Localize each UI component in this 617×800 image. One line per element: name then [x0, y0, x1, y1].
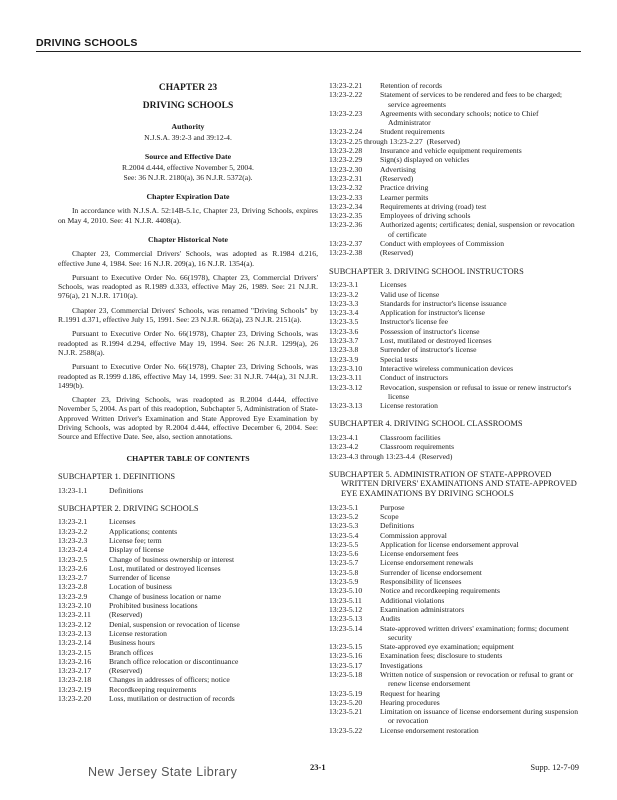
toc-entry: [58, 638, 318, 647]
section-number: 13:23-2.4: [58, 545, 88, 555]
section-title: Change of business ownership or interest: [109, 554, 235, 564]
section-number: 13:23-2.13: [58, 628, 92, 638]
section-number: 13:23-5.2: [329, 511, 359, 521]
history-heading: Chapter Historical Note: [148, 234, 228, 244]
history-paragraph: Chapter 23, Commercial Drivers' Schools, was renamed "Driving Schools" by R.1991 d.371, effective July 15, 1991. See: 23 N.J.R. 662(a), 23 N.J.R. 2151(a).: [58, 305, 318, 325]
toc-entry: [58, 573, 318, 582]
toc-entry: [329, 726, 581, 735]
section-title: (Reserved): [426, 136, 460, 146]
section-title: Additional violations: [380, 595, 445, 605]
toc-entry: [329, 651, 581, 660]
toc-entry: [329, 355, 581, 364]
toc-entry: [329, 707, 581, 726]
section-title: Special tests: [380, 354, 418, 364]
history-notes: [58, 249, 318, 441]
toc-heading: CHAPTER TABLE OF CONTENTS: [126, 453, 250, 463]
section-number: 13:23-5.7: [329, 558, 359, 568]
subchapter-sections: [329, 433, 581, 461]
toc-entry: [58, 601, 318, 610]
section-number: 13:23-2.12: [58, 619, 92, 629]
toc-entry: [329, 220, 581, 239]
section-number: 13:23-2.34: [329, 201, 363, 211]
section-title: Employees of driving schools: [380, 211, 471, 221]
section-title: Surrender of instructor's license: [380, 345, 477, 355]
section-number: 13:23-2.9: [58, 591, 88, 601]
toc-entry: [329, 336, 581, 345]
toc-entry: [58, 610, 318, 619]
section-title: Authorized agents; certificates; denial, suspension or revocation of certificate: [380, 220, 575, 239]
section-number: 13:23-2.29: [329, 155, 363, 165]
section-title: Lost, mutilated or destroyed licenses: [380, 336, 492, 346]
toc-entry: [329, 174, 581, 183]
section-title: Purpose: [380, 502, 405, 512]
section-number: 13:23-5.16: [329, 651, 363, 661]
toc-entry: [329, 137, 581, 146]
section-number: 13:23-3.12: [329, 382, 363, 392]
toc-entry: [58, 564, 318, 573]
toc-entry: [58, 675, 318, 684]
chapter-number: CHAPTER 23: [158, 83, 218, 93]
toc-entry: [329, 596, 581, 605]
section-title: Revocation, suspension or refusal to issue or renew instructor's license: [380, 382, 572, 401]
section-number: 13:23-2.24: [329, 127, 363, 137]
section-number: 13:23-2.1: [58, 517, 88, 527]
section-title: Responsibility of licensees: [380, 577, 462, 587]
section-number: 13:23-5.20: [329, 697, 363, 707]
toc-entry: [329, 373, 581, 382]
toc-entry: [329, 165, 581, 174]
section-number: 13:23-4.2: [329, 442, 359, 452]
history-paragraph: Pursuant to Executive Order No. 66(1978), Chapter 23, Driving Schools, was readopted as R.1999 d.186, effective May 14, 1999. See: 31 N.J.R. 744(a), 31 N.J.R. 1499(b).: [58, 362, 318, 390]
toc-entry: [329, 521, 581, 530]
section-number: 13:23-5.17: [329, 660, 363, 670]
section-title: Examination administrators: [380, 604, 465, 614]
section-number: 13:23-4.3 through 13:23-4.4: [329, 451, 416, 461]
section-number: 13:23-2.8: [58, 582, 88, 592]
toc-entry: [329, 512, 581, 521]
section-title: Location of business: [109, 582, 172, 592]
section-number: 13:23-5.8: [329, 567, 359, 577]
toc-entry: [329, 568, 581, 577]
section-title: Hearing procedures: [380, 697, 440, 707]
section-title: (Reserved): [419, 451, 453, 461]
section-title: Scope: [380, 511, 399, 521]
toc-entry: [329, 239, 581, 248]
section-number: 13:23-5.5: [329, 539, 359, 549]
toc-entry: [329, 689, 581, 698]
section-title: Application for license endorsement approval: [380, 539, 519, 549]
toc-entry: [58, 527, 318, 536]
supplement-date: Supp. 12-7-09: [530, 762, 579, 772]
section-title: Limitation on issuance of license endorsement during suspension or revocation: [380, 707, 579, 726]
toc-entry: [58, 536, 318, 545]
toc-entry: [329, 327, 581, 336]
left-column: [58, 78, 318, 703]
section-title: Sign(s) displayed on vehicles: [380, 155, 470, 165]
toc-entry: [329, 503, 581, 512]
toc-entry: [329, 540, 581, 549]
page-number: 23-1: [310, 762, 326, 772]
section-title: Display of license: [109, 545, 164, 555]
toc-entry: [329, 452, 581, 461]
toc-entry: [329, 670, 581, 689]
section-title: Change of business location or name: [109, 591, 221, 601]
section-title: Investigations: [380, 660, 423, 670]
toc-entry: [329, 90, 581, 109]
section-number: 13:23-2.11: [58, 610, 91, 620]
section-number: 13:23-2.21: [329, 81, 363, 90]
section-number: 13:23-5.19: [329, 688, 363, 698]
section-title: Branch offices: [109, 647, 154, 657]
section-title: License endorsement fees: [380, 549, 459, 559]
toc-entry: [329, 317, 581, 326]
section-number: 13:23-2.16: [58, 656, 92, 666]
section-number: 13:23-5.10: [329, 586, 363, 596]
section-number: 13:23-3.1: [329, 280, 359, 290]
source-line: See: 36 N.J.R. 2180(a), 36 N.J.R. 5372(a).: [123, 172, 253, 182]
section-title: Surrender of license: [109, 573, 171, 583]
subchapter-heading: SUBCHAPTER 3. DRIVING SCHOOL INSTRUCTORS: [329, 266, 524, 276]
section-number: 13:23-3.11: [329, 373, 362, 383]
toc-entry: [329, 109, 581, 128]
section-number: 13:23-2.6: [58, 563, 88, 573]
section-number: 13:23-1.1: [58, 485, 88, 495]
section-number: 13:23-2.33: [329, 192, 363, 202]
toc-entry: [58, 517, 318, 526]
section-number: 13:23-2.14: [58, 638, 92, 648]
section-title: Recordkeeping requirements: [109, 684, 197, 694]
toc-entry: [329, 193, 581, 202]
section-title: Conduct with employees of Commission: [380, 239, 505, 249]
history-paragraph: Chapter 23, Driving Schools, was readopted as R.2004 d.444, effective November 5, 2004. As part of this readoption, Subchapter 5, Administration of State-Approved Written Driver's Examination and State Approved Eye Examination by Driving Schools, was adopted by R.2004 d.444, effective December 6, 2004. See: Source and Effective Date. See, also, section annotations.: [58, 395, 318, 442]
toc-entry: [329, 642, 581, 651]
section-title: Learner permits: [380, 192, 429, 202]
subchapter-heading: SUBCHAPTER 2. DRIVING SCHOOLS: [58, 503, 199, 513]
section-number: 13:23-3.13: [329, 401, 363, 411]
toc-right: [329, 267, 581, 735]
section-title: Business hours: [109, 638, 155, 648]
section-title: Agreements with secondary schools; notice to Chief Administrator: [380, 108, 539, 128]
toc-entry: [58, 657, 318, 666]
section-title: Classroom facilities: [380, 432, 441, 442]
section-number: 13:23-3.6: [329, 326, 359, 336]
section-number: 13:23-3.7: [329, 336, 359, 346]
toc-entry: [58, 582, 318, 591]
toc-entry: [329, 605, 581, 614]
section-number: 13:23-3.9: [329, 354, 359, 364]
toc-entry: [329, 614, 581, 623]
section-title: Possession of instructor's license: [380, 326, 480, 336]
subchapter-heading: SUBCHAPTER 1. DEFINITIONS: [58, 471, 176, 481]
section-title: Request for hearing: [380, 688, 440, 698]
subchapter-sections: [58, 517, 318, 703]
toc-entry: [58, 666, 318, 675]
history-paragraph: Pursuant to Executive Order No. 66(1978), Chapter 23, Commercial Drivers' Schools, was readopted as R.1989 d.333, effective May 26, 1989. See: 21 N.J.R. 976(a), 21 N.J.R. 1710(a).: [58, 272, 318, 301]
section-number: 13:23-3.2: [329, 289, 359, 299]
section-number: 13:23-2.30: [329, 164, 363, 174]
library-watermark: New Jersey State Library: [88, 765, 238, 779]
toc-entry: [58, 592, 318, 601]
toc-entry: [58, 694, 318, 703]
section-number: 13:23-2.7: [58, 573, 88, 583]
toc-entry: [329, 299, 581, 308]
section-number: 13:23-2.3: [58, 535, 88, 545]
section-title: Retention of records: [380, 81, 442, 90]
section-title: Conduct of instructors: [380, 373, 448, 383]
section-number: 13:23-4.1: [329, 432, 359, 442]
history-paragraph: Pursuant to Executive Order No. 66(1978), Chapter 23, Driving Schools, was readopted as R.1994 d.294, effective May 19, 1994. See: 26 N.J.R. 1299(a), 26 N.J.R. 2588(a).: [58, 329, 318, 357]
section-title: Insurance and vehicle equipment requirements: [380, 146, 522, 156]
toc-entry: [329, 624, 581, 643]
toc-entry: [58, 685, 318, 694]
section-title: Standards for instructor's license issuance: [380, 298, 507, 308]
section-number: 13:23-5.12: [329, 604, 363, 614]
toc-entry: [329, 383, 581, 402]
source-line: R.2004 d.444, effective November 5, 2004.: [122, 163, 254, 173]
chapter-title: DRIVING SCHOOLS: [142, 101, 234, 112]
section-title: Practice driving: [380, 183, 429, 193]
section-title: Audits: [380, 614, 401, 624]
section-number: 13:23-2.15: [58, 647, 92, 657]
section-number: 13:23-5.15: [329, 642, 363, 652]
authority-heading: Authority: [171, 121, 205, 131]
section-number: 13:23-2.23: [329, 108, 363, 118]
section-number: 13:23-2.37: [329, 239, 363, 249]
authority-text: N.J.S.A. 39:2-3 and 39:12-4.: [144, 132, 232, 142]
section-title: Changes in addresses of officers; notice: [109, 675, 230, 685]
section-title: Notice and recordkeeping requirements: [380, 586, 500, 596]
section-number: 13:23-5.6: [329, 549, 359, 559]
toc-entry: [58, 555, 318, 564]
toc-left: [58, 472, 318, 703]
section-title: Surrender of license endorsement: [380, 567, 482, 577]
section-number: 13:23-2.32: [329, 183, 363, 193]
section-title: Application for instructor's license: [380, 308, 485, 318]
toc-entry: [58, 545, 318, 554]
expiration-heading: Chapter Expiration Date: [146, 192, 230, 202]
section-number: 13:23-2.38: [329, 248, 363, 258]
section-title: Prohibited business locations: [109, 601, 198, 611]
toc-entry: [329, 433, 581, 442]
section-title: Loss, mutilation or destruction of records: [109, 694, 235, 704]
toc-entry: [329, 248, 581, 257]
section-title: Denial, suspension or revocation of license: [109, 619, 240, 629]
section-title: Definitions: [380, 521, 415, 531]
section-number: 13:23-3.3: [329, 298, 359, 308]
section-number: 13:23-5.9: [329, 577, 359, 587]
section-number: 13:23-2.2: [58, 526, 88, 536]
toc-entry: [58, 486, 318, 495]
section-title: (Reserved): [109, 610, 143, 620]
section-number: 13:23-2.20: [58, 694, 92, 704]
section-number: 13:23-5.22: [329, 725, 363, 735]
subchapter-sections: [58, 486, 318, 495]
subchapter-sections: [329, 280, 581, 410]
toc-entry: [329, 202, 581, 211]
section-number: 13:23-2.28: [329, 146, 363, 156]
section-number: 13:23-2.35: [329, 211, 363, 221]
section-number: 13:23-3.5: [329, 317, 359, 327]
section-title: License endorsement renewals: [380, 558, 474, 568]
section-title: (Reserved): [380, 248, 414, 258]
toc-entry: [329, 280, 581, 289]
expiration-text: In accordance with N.J.S.A. 52:14B-5.1c, Chapter 23, Driving Schools, expires on May 4, 2010. See: 41 N.J.R. 4408(a).: [58, 206, 318, 225]
section-number: 13:23-2.31: [329, 173, 363, 183]
section-number: 13:23-2.10: [58, 601, 92, 611]
section-number: 13:23-5.4: [329, 530, 359, 540]
section-title: License fee; term: [109, 535, 162, 545]
section-number: 13:23-2.36: [329, 220, 363, 230]
section-title: Licenses: [109, 517, 136, 527]
source-heading: Source and Effective Date: [144, 152, 232, 162]
section-number: 13:23-5.11: [329, 595, 362, 605]
section-number: 13:23-3.8: [329, 345, 359, 355]
section-title: Branch office relocation or discontinuance: [109, 656, 239, 666]
section-title: Definitions: [109, 485, 144, 495]
toc-entry: [329, 364, 581, 373]
section-title: Lost, mutilated or destroyed licenses: [109, 563, 221, 573]
section-number: 13:23-5.13: [329, 614, 363, 624]
section-number: 13:23-2.17: [58, 666, 92, 676]
toc-continued: [329, 81, 581, 258]
toc-entry: [329, 586, 581, 595]
toc-entry: [329, 549, 581, 558]
toc-entry: [329, 290, 581, 299]
toc-entry: [329, 345, 581, 354]
toc-entry: [329, 531, 581, 540]
section-title: Advertising: [380, 164, 416, 174]
section-title: Applications; contents: [109, 526, 178, 536]
subchapter-heading: SUBCHAPTER 5. ADMINISTRATION OF STATE-APPROVED WRITTEN DRIVERS' EXAMINATIONS AND STATE-APPROVED EYE EXAMINATIONS BY DRIVING SCHOOLS: [329, 469, 577, 499]
subchapter-heading: SUBCHAPTER 4. DRIVING SCHOOL CLASSROOMS: [329, 419, 523, 429]
section-title: Valid use of license: [380, 289, 440, 299]
toc-entry: [329, 558, 581, 567]
toc-entry: [329, 183, 581, 192]
toc-entry: [58, 629, 318, 638]
running-head: DRIVING SCHOOLS: [36, 37, 138, 49]
toc-entry: [329, 442, 581, 451]
section-title: (Reserved): [380, 173, 414, 183]
section-title: Written notice of suspension or revocation or refusal to grant or renew license endorsement: [380, 670, 574, 689]
section-title: Licenses: [380, 280, 407, 290]
section-title: License restoration: [380, 401, 438, 411]
section-title: Statement of services to be rendered and fees to be charged; service agreements: [380, 90, 563, 109]
toc-entry: [329, 577, 581, 586]
section-title: Student requirements: [380, 127, 445, 137]
right-column: [329, 81, 581, 735]
history-paragraph: Chapter 23, Commercial Drivers' Schools, was adopted as R.1984 d.216, effective June 4, 1984. See: 16 N.J.R. 209(a), 16 N.J.R. 1354(a).: [58, 249, 318, 268]
subchapter-sections: [329, 503, 581, 735]
toc-entry: [329, 127, 581, 136]
section-title: Commission approval: [380, 530, 447, 540]
toc-entry: [329, 401, 581, 410]
section-title: (Reserved): [109, 666, 143, 676]
toc-entry: [329, 661, 581, 670]
toc-entry: [58, 620, 318, 629]
section-number: 13:23-5.14: [329, 623, 363, 633]
section-number: 13:23-2.19: [58, 684, 92, 694]
toc-entry: [329, 698, 581, 707]
section-title: Examination fees; disclosure to students: [380, 651, 503, 661]
section-title: Interactive wireless communication devices: [380, 363, 514, 373]
section-title: State-approved eye examination; equipment: [380, 642, 514, 652]
section-number: 13:23-5.18: [329, 670, 363, 679]
section-number: 13:23-2.5: [58, 554, 88, 564]
toc-entry: [329, 81, 581, 90]
section-title: Instructor's license fee: [380, 317, 448, 327]
section-title: State-approved written drivers' examination; forms; document security: [380, 623, 569, 642]
toc-entry: [329, 211, 581, 220]
section-number: 13:23-2.22: [329, 90, 363, 100]
header-rule: [36, 51, 581, 52]
section-number: 13:23-5.1: [329, 502, 359, 512]
section-title: Requirements at driving (road) test: [380, 201, 487, 211]
section-number: 13:23-5.21: [329, 707, 363, 717]
section-number: 13:23-3.4: [329, 308, 359, 318]
section-number: 13:23-5.3: [329, 521, 359, 531]
section-number: 13:23-2.25 through 13:23-2.27: [329, 136, 423, 146]
section-number: 13:23-2.18: [58, 675, 92, 685]
toc-entry: [329, 308, 581, 317]
toc-entry: [329, 155, 581, 164]
section-title: Classroom requirements: [380, 442, 455, 452]
section-title: License restoration: [109, 628, 167, 638]
section-number: 13:23-3.10: [329, 363, 363, 373]
toc-entry: [329, 146, 581, 155]
toc-entry: [58, 648, 318, 657]
section-title: License endorsement restoration: [380, 725, 479, 735]
